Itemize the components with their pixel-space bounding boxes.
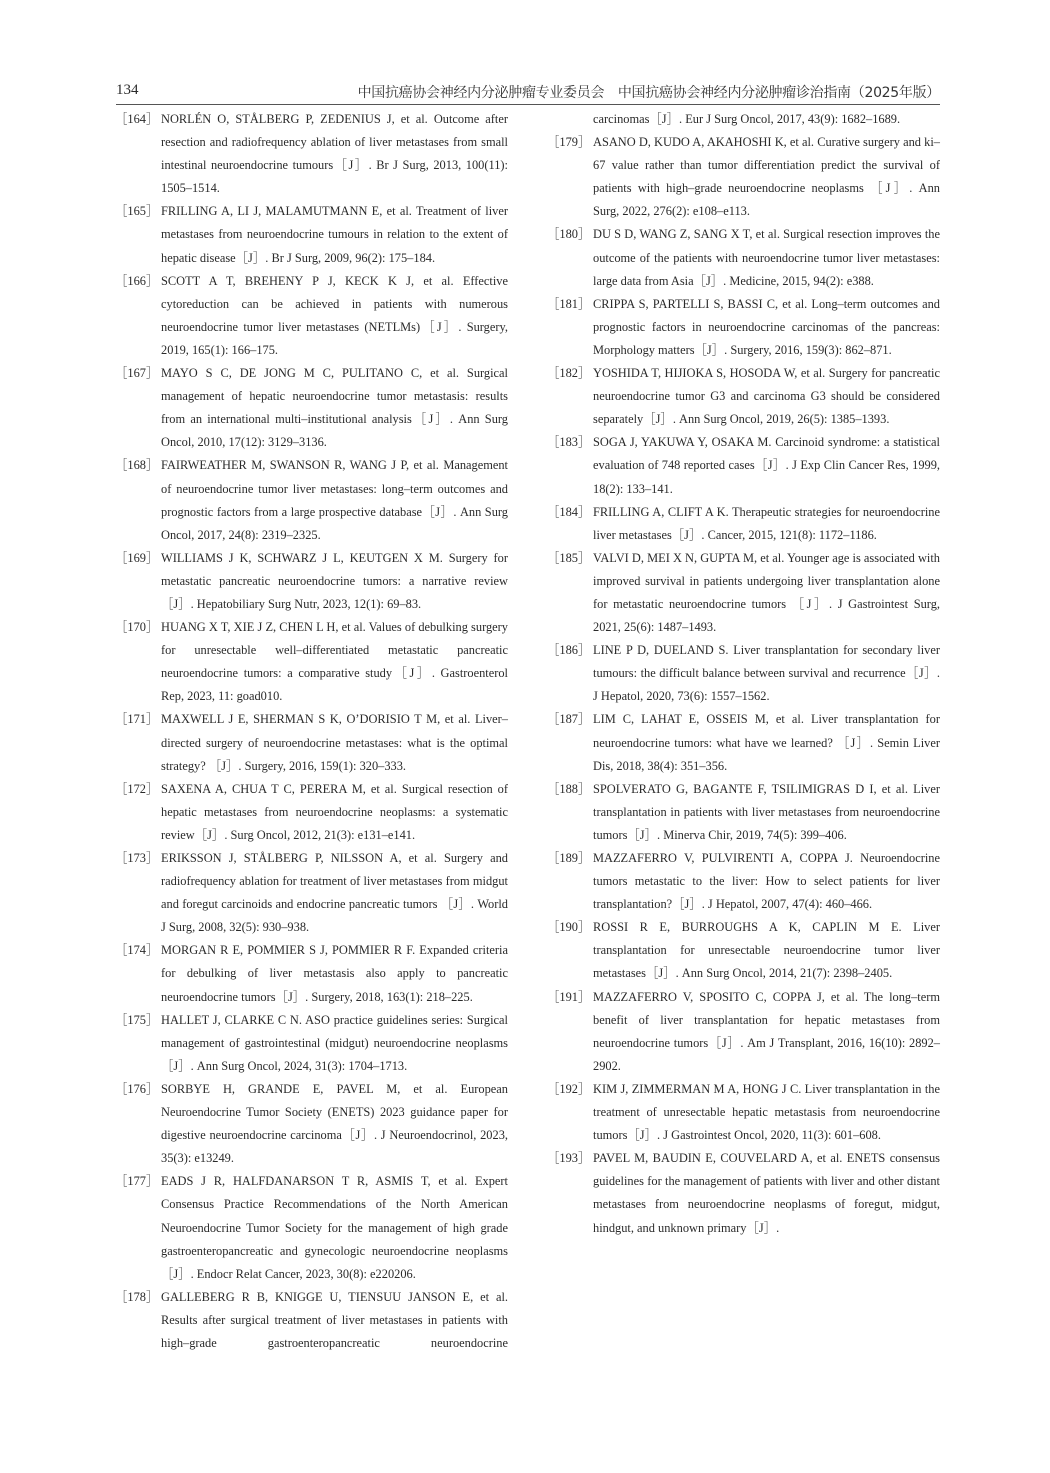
reference-text: EADS J R, HALFDANARSON T R, ASMIS T, et al. Expert Consensus Practice Recommendations of the North American Neuroendocrine Tumor Society for the management of high grade gastroenteropancreatic and gynecologic neuroendocrine neoplasms［J］. Endocr Relat Cancer, 2023, 30(8): e220206. [161, 1174, 508, 1281]
reference-164 [115, 108, 508, 200]
reference-text: ROSSI R E, BURROUGHS A K, CAPLIN M E. Liver transplantation for unresectable neuroendocrine tumor liver metastases［J］. Ann Surg Oncol, 2014, 21(7): 2398–2405. [593, 920, 940, 981]
reference-172 [115, 778, 508, 847]
page-number: 134 [116, 82, 139, 98]
reference-number: ［169］ [115, 550, 159, 565]
reference-number: ［178］ [115, 1289, 159, 1304]
reference-text: PAVEL M, BAUDIN E, COUVELARD A, et al. ENETS consensus guidelines for the management of patients with liver and other distant metastases from neuroendocrine neoplasms of foregut, midgut, hindgut, and unknown primary［J］. [593, 1151, 940, 1235]
reference-number: ［183］ [547, 435, 591, 450]
references-right-column [547, 108, 940, 1240]
reference-166 [115, 270, 508, 362]
reference-number: ［171］ [115, 712, 159, 727]
reference-183 [547, 431, 940, 500]
reference-number: ［176］ [115, 1081, 159, 1096]
reference-text: NORLÉN O, STÅLBERG P, ZEDENIUS J, et al. Outcome after resection and radiofrequency ablation of liver metastases from small intestinal neuroendocrine tumours［J］. Br J Surg, 2013, 100(11): 1505–1514. [161, 112, 508, 196]
reference-text: FAIRWEATHER M, SWANSON R, WANG J P, et al. Management of neuroendocrine tumor liver metastases: long–term outcomes and prognostic factors from a large prospective database［J］. Ann Surg Oncol, 2017, 24(8): 2319–2325. [161, 458, 508, 542]
reference-number: ［191］ [547, 989, 591, 1004]
reference-187 [547, 708, 940, 777]
reference-text: FRILLING A, CLIFT A K. Therapeutic strategies for neuroendocrine liver metastases［J］. Cancer, 2015, 121(8): 1172–1186. [593, 504, 940, 542]
reference-193 [547, 1147, 940, 1239]
reference-number: ［168］ [115, 458, 159, 473]
reference-184 [547, 501, 940, 547]
reference-179 [547, 131, 940, 223]
reference-165 [115, 200, 508, 269]
reference-text: MAZZAFERRO V, SPOSITO C, COPPA J, et al. The long–term benefit of liver transplantation for hepatic metastases from neuroendocrine tumors［J］. Am J Transplant, 2016, 16(10): 2892–2902. [593, 989, 940, 1073]
reference-167 [115, 362, 508, 454]
references-left-column [115, 108, 508, 1355]
reference-text: VALVI D, MEI X N, GUPTA M, et al. Younger age is associated with improved survival in patients undergoing liver transplantation alone for metastatic neuroendocrine tumors ［J］. J Gastrointest Surg, 2021, 25(6): 1487–1493. [593, 550, 940, 635]
reference-176 [115, 1078, 508, 1170]
reference-text: MAXWELL J E, SHERMAN S K, O’DORISIO T M, et al. Liver–directed surgery of neuroendocrine metastases: what is the optimal strategy? ［J］. Surgery, 2016, 159(1): 320–333. [161, 712, 508, 773]
reference-number: ［181］ [547, 296, 591, 311]
reference-number: ［192］ [547, 1081, 591, 1096]
reference-168 [115, 454, 508, 546]
reference-number: ［170］ [115, 620, 159, 635]
reference-178-continuation: carcinomas［J］. Eur J Surg Oncol, 2017, 43(9): 1682–1689. [593, 112, 901, 126]
reference-text: SPOLVERATO G, BAGANTE F, TSILIMIGRAS D I, et al. Liver transplantation in patients with liver metastases from neuroendocrine tumors［J］. Minerva Chir, 2019, 74(5): 399–406. [593, 781, 940, 842]
reference-number: ［180］ [547, 227, 591, 242]
reference-number: ［185］ [547, 550, 591, 565]
reference-number: ［166］ [115, 273, 159, 288]
reference-173 [115, 847, 508, 939]
running-title: 中国抗癌协会神经内分泌肿瘤专业委员会 中国抗癌协会神经内分泌肿瘤诊治指南（2025年版） [357, 85, 940, 101]
reference-number: ［189］ [547, 851, 591, 865]
reference-number: ［175］ [115, 1012, 159, 1027]
reference-text: LIM C, LAHAT E, OSSEIS M, et al. Liver transplantation for neuroendocrine tumors: what have we learned? ［J］. Semin Liver Dis, 2018, 38(4): 351–356. [593, 712, 940, 773]
reference-number: ［174］ [115, 943, 159, 958]
reference-text: HUANG X T, XIE J Z, CHEN L H, et al. Values of debulking surgery for unresectable well–differentiated metastatic pancreatic neuroendocrine tumors: a comparative study［J］. Gastroenterol Rep, 2023, 11: goad010. [161, 620, 508, 704]
reference-text: ASANO D, KUDO A, AKAHOSHI K, et al. Curative surgery and ki–67 value rather than tumor differentiation predict the survival of patients with high–grade neuroendocrine neoplasms ［J］. Ann Surg, 2022, 276(2): e108–e113. [593, 135, 940, 219]
reference-text: MAZZAFERRO V, PULVIRENTI A, COPPA J. Neuroendocrine tumors metastatic to the liver: How to select patients for liver transplantation?［J］. J Hepatol, 2007, 47(4): 460–466. [593, 851, 940, 912]
reference-192 [547, 1078, 940, 1147]
reference-180 [547, 223, 940, 292]
reference-171 [115, 708, 508, 777]
reference-number: ［184］ [547, 504, 591, 519]
reference-178 [115, 1286, 508, 1355]
reference-number: ［193］ [547, 1151, 591, 1166]
reference-number: ［172］ [115, 781, 159, 796]
reference-text: CRIPPA S, PARTELLI S, BASSI C, et al. Long–term outcomes and prognostic factors in neuroendocrine carcinomas of the pancreas: Morphology matters［J］. Surgery, 2016, 159(3): 862–871. [593, 296, 940, 357]
reference-text: MORGAN R E, POMMIER S J, POMMIER R F. Expanded criteria for debulking of liver metastasis also apply to pancreatic neuroendocrine tumors［J］. Surgery, 2018, 163(1): 218–225. [161, 943, 508, 1004]
reference-text: FRILLING A, LI J, MALAMUTMANN E, et al. Treatment of liver metastases from neuroendocrine tumours in relation to the extent of hepatic disease［J］. Br J Surg, 2009, 96(2): 175–184. [161, 204, 508, 265]
reference-number: ［177］ [115, 1174, 159, 1189]
reference-text: SOGA J, YAKUWA Y, OSAKA M. Carcinoid syndrome: a statistical evaluation of 748 reported cases［J］. J Exp Clin Cancer Res, 1999, 18(2): 133–141. [593, 435, 940, 496]
reference-text: SAXENA A, CHUA T C, PERERA M, et al. Surgical resection of hepatic metastases from neuroendocrine neoplasms: a systematic review［J］. Surg Oncol, 2012, 21(3): e131–e141. [161, 781, 508, 842]
reference-text: DU S D, WANG Z, SANG X T, et al. Surgical resection improves the outcome of the patients with neuroendocrine tumor liver metastases: large data from Asia［J］. Medicine, 2015, 94(2): e388. [593, 227, 940, 288]
reference-number: ［187］ [547, 712, 591, 727]
reference-number: ［186］ [547, 643, 591, 658]
reference-text: KIM J, ZIMMERMAN M A, HONG J C. Liver transplantation in the treatment of unresectable hepatic metastasis from neuroendocrine tumors［J］. J Gastrointest Oncol, 2020, 11(3): 601–608. [593, 1081, 940, 1143]
reference-text: LINE P D, DUELAND S. Liver transplantation for secondary liver tumours: the difficult balance between survival and recurrence［J］. J Hepatol, 2020, 73(6): 1557–1562. [593, 643, 940, 704]
reference-number: ［188］ [547, 781, 591, 796]
reference-174 [115, 939, 508, 1008]
reference-text: ERIKSSON J, STÅLBERG P, NILSSON A, et al. Surgery and radiofrequency ablation for treatment of liver metastases from midgut and foregut carcinoids and endocrine pancreatic tumors ［J］. World J Surg, 2008, 32(5): 930–938. [161, 851, 508, 935]
reference-185 [547, 547, 940, 639]
reference-175 [115, 1009, 508, 1078]
reference-186 [547, 639, 940, 708]
running-header [116, 80, 940, 105]
reference-181 [547, 293, 940, 362]
reference-text: MAYO S C, DE JONG M C, PULITANO C, et al. Surgical management of hepatic neuroendocrine tumor metastasis: results from an international multi–institutional analysis［J］. Ann Surg Oncol, 2010, 17(12): 3129–3136. [161, 366, 508, 450]
reference-188 [547, 778, 940, 847]
reference-number: ［164］ [115, 112, 159, 126]
reference-182 [547, 362, 940, 431]
reference-177 [115, 1170, 508, 1285]
reference-text: YOSHIDA T, HIJIOKA S, HOSODA W, et al. Surgery for pancreatic neuroendocrine tumor G3 and carcinoma G3 should be considered separately［J］. Ann Surg Oncol, 2019, 26(5): 1385–1393. [593, 366, 940, 427]
reference-170 [115, 616, 508, 708]
reference-number: ［179］ [547, 135, 591, 150]
reference-190 [547, 916, 940, 985]
reference-191 [547, 986, 940, 1078]
reference-number: ［165］ [115, 204, 159, 219]
reference-text: HALLET J, CLARKE C N. ASO practice guidelines series: Surgical management of gastrointestinal (midgut) neuroendocrine neoplasms［J］. Ann Surg Oncol, 2024, 31(3): 1704–1713. [161, 1012, 508, 1073]
reference-text: GALLEBERG R B, KNIGGE U, TIENSUU JANSON E, et al. Results after surgical treatment of liver metastases in patients with high–grade gastroenteropancreatic neuroendocrine [161, 1289, 508, 1350]
reference-number: ［190］ [547, 920, 591, 935]
reference-text: SORBYE H, GRANDE E, PAVEL M, et al. European Neuroendocrine Tumor Society (ENETS) 2023 guidance paper for digestive neuroendocrine carcinoma［J］. J Neuroendocrinol, 2023, 35(3): e13249. [161, 1081, 508, 1166]
reference-169 [115, 547, 508, 616]
reference-text: SCOTT A T, BREHENY P J, KECK K J, et al. Effective cytoreduction can be achieved in patients with numerous neuroendocrine tumor liver metastases (NETLMs)［J］. Surgery, 2019, 165(1): 166–175. [161, 273, 508, 357]
reference-189 [547, 847, 940, 916]
reference-number: ［182］ [547, 366, 591, 381]
reference-number: ［173］ [115, 851, 159, 865]
reference-number: ［167］ [115, 366, 159, 381]
reference-text: WILLIAMS J K, SCHWARZ J L, KEUTGEN X M. Surgery for metastatic pancreatic neuroendocrine tumors: a narrative review ［J］. Hepatobiliary Surg Nutr, 2023, 12(1): 69–83. [161, 550, 508, 611]
